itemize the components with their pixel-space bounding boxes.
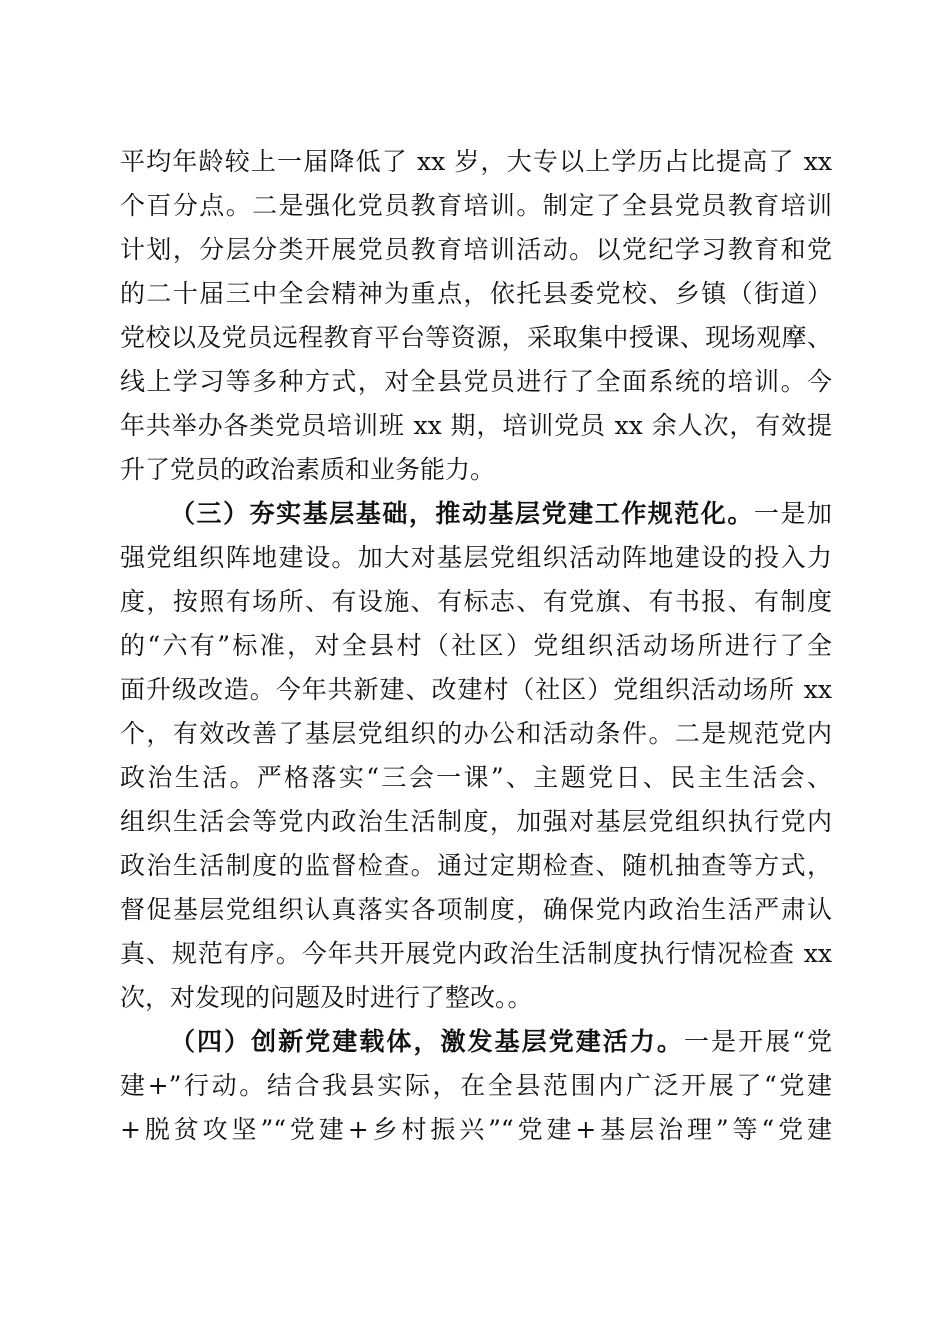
text-line: 升了党员的政治素质和业务能力。 bbox=[120, 455, 496, 484]
text-line: 的“六有”标准，对全县村（社区）党组织活动场所进行了全 bbox=[120, 631, 832, 660]
paragraph-first-line bbox=[120, 492, 832, 536]
section-heading-three: （三）夯实基层基础，推动基层党建工作规范化。 bbox=[170, 499, 754, 528]
text-line: 平均年龄较上一届降低了 xx 岁，大专以上学历占比提高了 xx bbox=[120, 147, 832, 176]
paragraph-education-training bbox=[120, 140, 832, 492]
text-line: 督促基层党组织认真落实各项制度，确保党内政治生活严肃认 bbox=[120, 895, 832, 924]
section-heading-four: （四）创新党建载体，激发基层党建活力。 bbox=[170, 1027, 684, 1056]
text-line: 党校以及党员远程教育平台等资源，采取集中授课、现场观摩、 bbox=[120, 323, 832, 352]
text-line: 次，对发现的问题及时进行了整改。。 bbox=[120, 983, 533, 1012]
document-body bbox=[120, 140, 832, 1152]
paragraph-party-building-innovation bbox=[120, 1020, 832, 1152]
paragraph-grassroots-foundation bbox=[120, 492, 832, 1020]
text-line: 政治生活。严格落实“三会一课”、主题党日、民主生活会、 bbox=[120, 763, 832, 792]
text-line: 个百分点。二是强化党员教育培训。制定了全县党员教育培训 bbox=[120, 191, 832, 220]
text-line: 线上学习等多种方式，对全县党员进行了全面系统的培训。今 bbox=[120, 367, 832, 396]
text-line: 建+”行动。结合我县实际，在全县范围内广泛开展了“党建 bbox=[120, 1071, 832, 1100]
text-line: 真、规范有序。今年共开展党内政治生活制度执行情况检查 xx bbox=[120, 939, 832, 968]
text-line: 度，按照有场所、有设施、有标志、有党旗、有书报、有制度 bbox=[120, 587, 832, 616]
text-line: 计划，分层分类开展党员教育培训活动。以党纪学习教育和党 bbox=[120, 235, 832, 264]
text-line: 强党组织阵地建设。加大对基层党组织活动阵地建设的投入力 bbox=[120, 543, 832, 572]
text-line: 的二十届三中全会精神为重点，依托县委党校、乡镇（街道） bbox=[120, 279, 832, 308]
text-line: +脱贫攻坚”“党建+乡村振兴”“党建+基层治理”等“党建 bbox=[120, 1115, 832, 1144]
text-run: 一是加 bbox=[753, 499, 832, 528]
text-line: 个，有效改善了基层党组织的办公和活动条件。二是规范党内 bbox=[120, 719, 832, 748]
paragraph-first-line bbox=[120, 1020, 832, 1064]
text-line: 组织生活会等党内政治生活制度，加强对基层党组织执行党内 bbox=[120, 807, 832, 836]
text-line: 年共举办各类党员培训班 xx 期，培训党员 xx 余人次，有效提 bbox=[120, 411, 832, 440]
text-run: 一是开展“党 bbox=[683, 1027, 833, 1056]
text-line: 面升级改造。今年共新建、改建村（社区）党组织活动场所 xx bbox=[120, 675, 832, 704]
text-line: 政治生活制度的监督检查。通过定期检查、随机抽查等方式， bbox=[120, 851, 832, 880]
